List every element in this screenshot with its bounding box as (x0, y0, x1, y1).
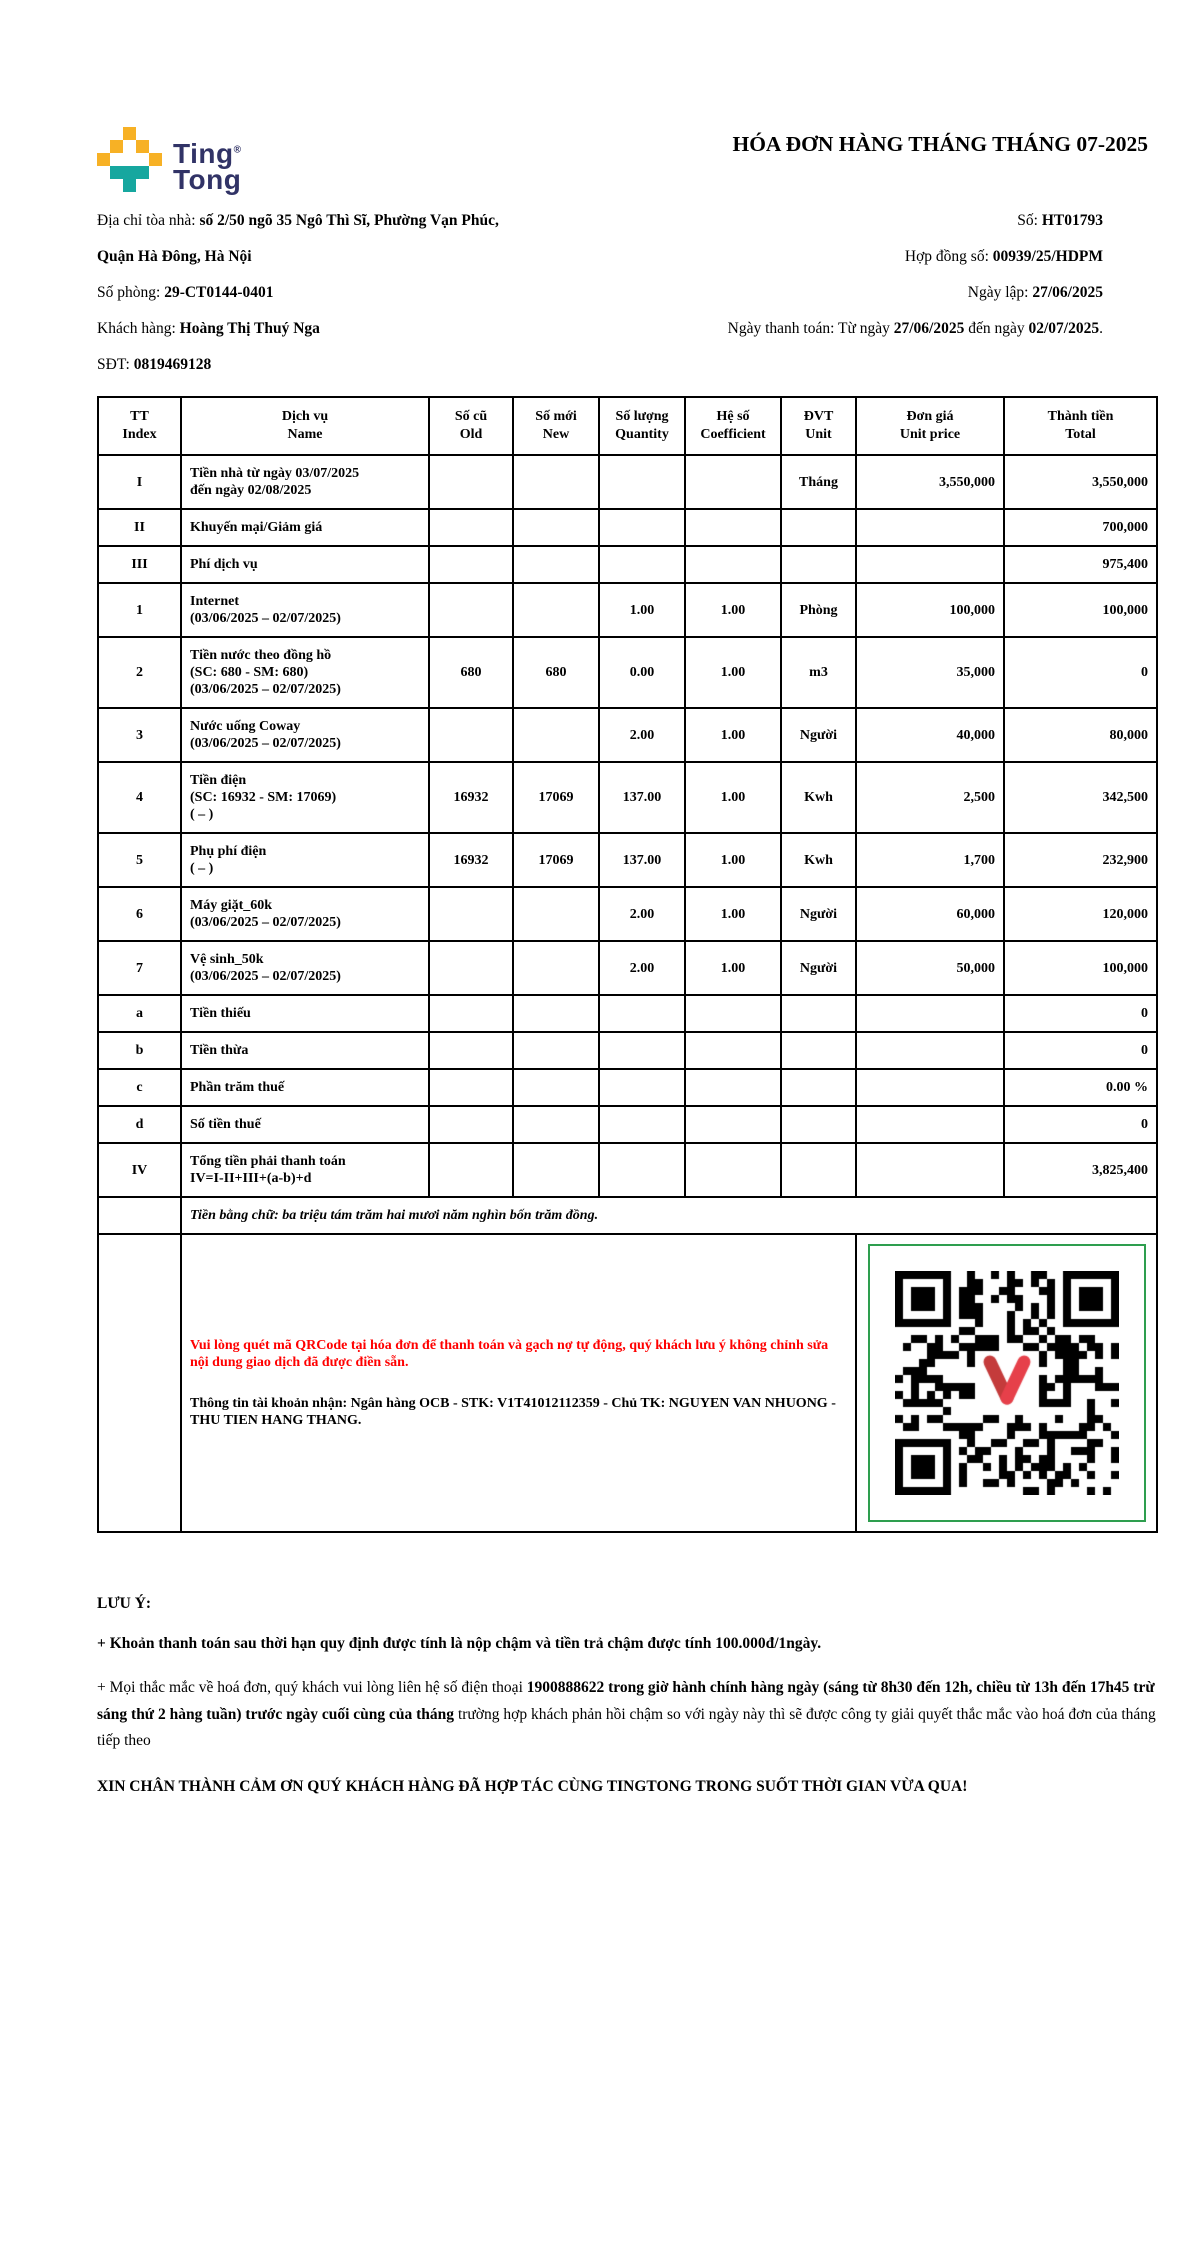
cell-qty: 137.00 (599, 762, 685, 833)
amount-in-words-row (98, 1197, 1157, 1234)
cell-total: 0 (1004, 995, 1157, 1032)
cell-new (513, 1069, 599, 1106)
qr-cell (856, 1234, 1157, 1532)
table-row (98, 637, 1157, 708)
cell-coef: 1.00 (685, 887, 781, 941)
cell-price (856, 1032, 1004, 1069)
cell-idx: III (98, 546, 181, 583)
cell-name: Phần trăm thuế (181, 1069, 429, 1106)
cell-new (513, 583, 599, 637)
cell-old: 16932 (429, 833, 513, 887)
cell-qty (599, 1032, 685, 1069)
cell-idx: 5 (98, 833, 181, 887)
tingtong-logo (97, 127, 242, 196)
cell-new (513, 509, 599, 546)
table-row (98, 887, 1157, 941)
cell-qty (599, 455, 685, 509)
table-row (98, 509, 1157, 546)
info-line: Địa chỉ tòa nhà: số 2/50 ngõ 35 Ngô Thì Sĩ, Phường Vạn Phúc, (97, 212, 499, 230)
cell-total: 700,000 (1004, 509, 1157, 546)
cell-price (856, 509, 1004, 546)
cell-total: 0 (1004, 1032, 1157, 1069)
cell-unit: Tháng (781, 455, 856, 509)
cell-unit: Kwh (781, 833, 856, 887)
cell-old (429, 1032, 513, 1069)
cell-total: 342,500 (1004, 762, 1157, 833)
cell-qty: 2.00 (599, 887, 685, 941)
table-header-row (98, 397, 1157, 455)
cell-unit: Kwh (781, 762, 856, 833)
column-header: ĐVT Unit (781, 397, 856, 455)
cell-coef (685, 1032, 781, 1069)
cell-new: 17069 (513, 833, 599, 887)
account-info: Thông tin tài khoản nhận: Ngân hàng OCB - STK: V1T41012112359 - Chủ TK: NGUYEN VAN NHUONG - THU TIEN HANG THANG. (190, 1396, 836, 1429)
cell-price (856, 1069, 1004, 1106)
cell-new (513, 1106, 599, 1143)
cell-qty (599, 509, 685, 546)
notes-section (97, 1595, 1156, 1800)
cell-price: 2,500 (856, 762, 1004, 833)
cell-unit (781, 995, 856, 1032)
cell-price: 60,000 (856, 887, 1004, 941)
payment-instructions (181, 1234, 856, 1532)
cell-qty: 137.00 (599, 833, 685, 887)
cell-qty (599, 1106, 685, 1143)
cell-total: 232,900 (1004, 833, 1157, 887)
cell-price: 1,700 (856, 833, 1004, 887)
cell-idx: d (98, 1106, 181, 1143)
cell-coef: 1.00 (685, 941, 781, 995)
cell-unit: Người (781, 708, 856, 762)
cell-old (429, 995, 513, 1032)
cell-idx: I (98, 455, 181, 509)
cell-name: Internet (03/06/2025 – 02/07/2025) (181, 583, 429, 637)
amount-in-words (181, 1197, 1157, 1234)
cell-unit (781, 1106, 856, 1143)
cell-total: 975,400 (1004, 546, 1157, 583)
cell-coef (685, 455, 781, 509)
cell-total: 0.00 % (1004, 1069, 1157, 1106)
info-line: Ngày thanh toán: Từ ngày 27/06/2025 đến ngày 02/07/2025. (727, 320, 1103, 338)
payment-qr-code (895, 1271, 1119, 1495)
cell-price: 50,000 (856, 941, 1004, 995)
column-header: Đơn giá Unit price (856, 397, 1004, 455)
table-row (98, 1143, 1157, 1197)
column-header: Số cũ Old (429, 397, 513, 455)
cell-coef: 1.00 (685, 762, 781, 833)
cell-unit (781, 1069, 856, 1106)
cell-new (513, 995, 599, 1032)
cell-qty (599, 546, 685, 583)
table-row (98, 762, 1157, 833)
cell-qty: 0.00 (599, 637, 685, 708)
cell-total: 100,000 (1004, 941, 1157, 995)
info-line: Quận Hà Đông, Hà Nội (97, 248, 252, 266)
cell-idx: IV (98, 1143, 181, 1197)
cell-total: 3,550,000 (1004, 455, 1157, 509)
qr-scan-note: Vui lòng quét mã QRCode tại hóa đơn để thanh toán và gạch nợ tự động, quý khách lưu ý không chỉnh sửa nội dung giao dịch đã được điền sẵn. (190, 1338, 829, 1371)
table-row (98, 583, 1157, 637)
column-header: Hệ số Coefficient (685, 397, 781, 455)
cell-new (513, 1143, 599, 1197)
info-block (97, 203, 1156, 383)
invoice-title: HÓA ĐƠN HÀNG THÁNG THÁNG 07-2025 (732, 132, 1148, 156)
cell-idx: II (98, 509, 181, 546)
tingtong-logo-icon (97, 127, 162, 192)
cell-new (513, 887, 599, 941)
cell-qty (599, 995, 685, 1032)
cell-price (856, 1106, 1004, 1143)
cell-unit: Phòng (781, 583, 856, 637)
column-header: Số mới New (513, 397, 599, 455)
column-header: Số lượng Quantity (599, 397, 685, 455)
cell-coef (685, 509, 781, 546)
cell-name: Tiền nhà từ ngày 03/07/2025 đến ngày 02/08/2025 (181, 455, 429, 509)
cell-qty: 2.00 (599, 941, 685, 995)
cell-idx: 4 (98, 762, 181, 833)
tingtong-logo-text: Ting® Tong (173, 138, 242, 196)
cell-price (856, 1143, 1004, 1197)
cell-coef (685, 1106, 781, 1143)
cell-unit (781, 1032, 856, 1069)
cell-old: 16932 (429, 762, 513, 833)
table-row (98, 708, 1157, 762)
table-row (98, 941, 1157, 995)
cell-unit: Người (781, 941, 856, 995)
cell-idx: 7 (98, 941, 181, 995)
cell-name: Tiền điện (SC: 16932 - SM: 17069) ( – ) (181, 762, 429, 833)
table-row (98, 455, 1157, 509)
cell-name: Số tiền thuế (181, 1106, 429, 1143)
cell-new: 17069 (513, 762, 599, 833)
cell-name: Tiền thiếu (181, 995, 429, 1032)
cell-old: 680 (429, 637, 513, 708)
cell-qty: 2.00 (599, 708, 685, 762)
cell-name: Tiền nước theo đồng hồ (SC: 680 - SM: 680) (03/06/2025 – 02/07/2025) (181, 637, 429, 708)
cell-idx: a (98, 995, 181, 1032)
cell-coef (685, 546, 781, 583)
cell-idx: c (98, 1069, 181, 1106)
cell-old (429, 546, 513, 583)
info-line: Số: HT01793 (1017, 212, 1103, 230)
cell-name: Vệ sinh_50k (03/06/2025 – 02/07/2025) (181, 941, 429, 995)
table-row (98, 995, 1157, 1032)
cell-old (429, 887, 513, 941)
cell-old (429, 1143, 513, 1197)
cell-old (429, 583, 513, 637)
cell-total: 100,000 (1004, 583, 1157, 637)
cell-name: Tiền thừa (181, 1032, 429, 1069)
cell-name: Máy giặt_60k (03/06/2025 – 02/07/2025) (181, 887, 429, 941)
cell-unit (781, 1143, 856, 1197)
cell-new (513, 1032, 599, 1069)
column-header: Thành tiền Total (1004, 397, 1157, 455)
qr-row (98, 1234, 1157, 1532)
cell-coef: 1.00 (685, 637, 781, 708)
cell-idx: 6 (98, 887, 181, 941)
cell-name: Khuyến mại/Giảm giá (181, 509, 429, 546)
cell-idx: 3 (98, 708, 181, 762)
table-row (98, 1069, 1157, 1106)
cell-old (429, 455, 513, 509)
cell-coef: 1.00 (685, 583, 781, 637)
cell-price (856, 995, 1004, 1032)
cell-old (429, 708, 513, 762)
cell-coef (685, 995, 781, 1032)
invoice-header (97, 127, 1156, 196)
cell-unit: Người (781, 887, 856, 941)
cell-unit (781, 509, 856, 546)
cell-name: Phụ phí điện ( – ) (181, 833, 429, 887)
cell-old (429, 941, 513, 995)
cell-qty (599, 1069, 685, 1106)
cell-old (429, 1106, 513, 1143)
column-header: Dịch vụ Name (181, 397, 429, 455)
cell-qty (599, 1143, 685, 1197)
cell-old (429, 509, 513, 546)
late-fee-note: + Khoản thanh toán sau thời hạn quy định được tính là nộp chậm và tiền trả chậm được tính 100.000đ/1ngày. (97, 1635, 822, 1653)
cell-idx (98, 1234, 181, 1532)
cell-idx: b (98, 1032, 181, 1069)
invoice-table (97, 396, 1158, 1533)
cell-new (513, 455, 599, 509)
contact-note: + Mọi thắc mắc về hoá đơn, quý khách vui lòng liên hệ số điện thoại 1900888622 trong giờ hành chính hàng ngày (sáng từ 8h30 đến 12h, chiều từ 13h đến 17h45 trừ sáng thứ 2 hàng tuần) trước ngày cuối cùng của tháng trường hợp khách phản hồi chậm so với ngày này thì sẽ được công ty giải quyết thắc mắc vào hoá đơn của tháng tiếp theo (97, 1679, 1156, 1750)
cell-unit (781, 546, 856, 583)
cell-total: 0 (1004, 637, 1157, 708)
cell-price: 3,550,000 (856, 455, 1004, 509)
cell-name: Tổng tiền phải thanh toán IV=I-II+III+(a-b)+d (181, 1143, 429, 1197)
amount-in-words-value: ba triệu tám trăm hai mươi năm nghìn bốn trăm đồng. (282, 1208, 599, 1224)
cell-total: 0 (1004, 1106, 1157, 1143)
info-line: Số phòng: 29-CT0144-0401 (97, 284, 274, 302)
info-line: Ngày lập: 27/06/2025 (967, 284, 1103, 302)
amount-in-words-label: Tiền bằng chữ: (190, 1208, 283, 1224)
cell-price: 40,000 (856, 708, 1004, 762)
cell-new (513, 546, 599, 583)
cell-price: 35,000 (856, 637, 1004, 708)
cell-price (856, 546, 1004, 583)
cell-new: 680 (513, 637, 599, 708)
cell-old (429, 1069, 513, 1106)
table-row (98, 1032, 1157, 1069)
info-line: Hợp đồng số: 00939/25/HDPM (904, 248, 1103, 266)
cell-price: 100,000 (856, 583, 1004, 637)
invoice-meta (728, 203, 1156, 383)
info-line: Khách hàng: Hoàng Thị Thuý Nga (97, 320, 320, 338)
info-line: SĐT: 0819469128 (97, 356, 212, 374)
cell-idx: 1 (98, 583, 181, 637)
cell-new (513, 941, 599, 995)
cell-idx (98, 1197, 181, 1234)
cell-coef: 1.00 (685, 708, 781, 762)
customer-info (97, 203, 499, 383)
registered-mark: ® (233, 144, 241, 156)
cell-total: 120,000 (1004, 887, 1157, 941)
table-row (98, 833, 1157, 887)
cell-unit: m3 (781, 637, 856, 708)
cell-total: 80,000 (1004, 708, 1157, 762)
cell-qty: 1.00 (599, 583, 685, 637)
cell-name: Phí dịch vụ (181, 546, 429, 583)
cell-coef (685, 1069, 781, 1106)
cell-idx: 2 (98, 637, 181, 708)
qr-frame (868, 1244, 1146, 1522)
notes-title: LƯU Ý: (97, 1595, 152, 1613)
cell-coef (685, 1143, 781, 1197)
table-row (98, 546, 1157, 583)
column-header: TT Index (98, 397, 181, 455)
cell-coef: 1.00 (685, 833, 781, 887)
thanks-note: XIN CHÂN THÀNH CẢM ƠN QUÝ KHÁCH HÀNG ĐÃ HỢP TÁC CÙNG TINGTONG TRONG SUỐT THỜI GIAN VỪA QUA! (97, 1778, 968, 1796)
cell-name: Nước uống Coway (03/06/2025 – 02/07/2025) (181, 708, 429, 762)
table-row (98, 1106, 1157, 1143)
cell-new (513, 708, 599, 762)
cell-total: 3,825,400 (1004, 1143, 1157, 1197)
